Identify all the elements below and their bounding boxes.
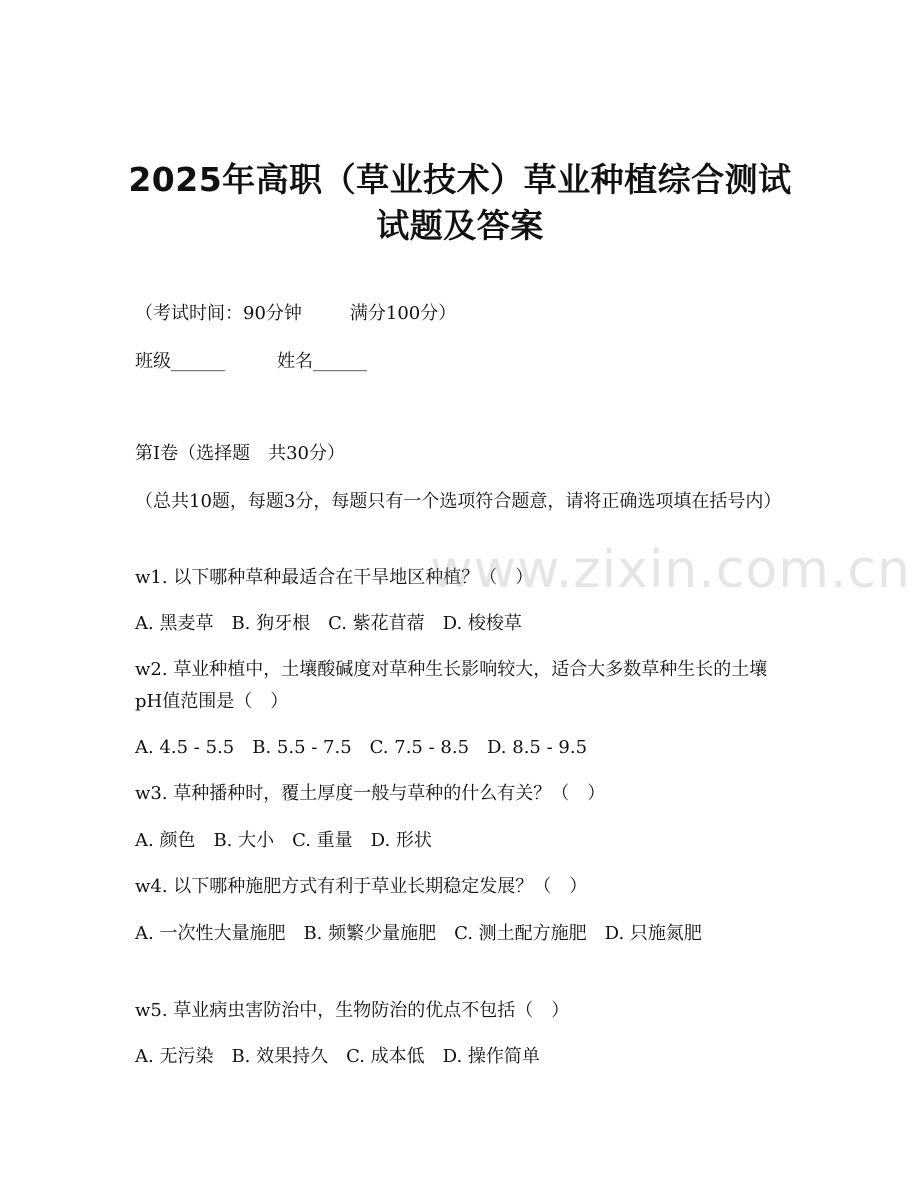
exam-info — [135, 298, 790, 330]
question-2-options: A. 4.5 - 5.5 B. 5.5 - 7.5 C. 7.5 - 8.5 D. 8.5 - 9.5 — [135, 737, 588, 758]
document-title-line-1: 2025年高职（草业技术）草业种植综合测试 — [128, 160, 792, 199]
class-label: 班级______ — [135, 351, 225, 372]
student-info — [135, 346, 790, 378]
exam-time: （考试时间：90分钟 — [135, 303, 302, 324]
question-3-stem: w3. 草种播种时，覆土厚度一般与草种的什么有关？（ ） — [135, 783, 606, 804]
question-5-options: A. 无污染 B. 效果持久 C. 成本低 D. 操作简单 — [135, 1046, 540, 1067]
name-label: 姓名______ — [277, 351, 367, 372]
question-1-stem: w1. 以下哪种草种最适合在干旱地区种植？（ ） — [135, 567, 534, 588]
question-4-options: A. 一次性大量施肥 B. 频繁少量施肥 C. 测土配方施肥 D. 只施氮肥 — [135, 923, 702, 944]
question-4-stem: w4. 以下哪种施肥方式有利于草业长期稳定发展？（ ） — [135, 876, 588, 897]
question-5-stem: w5. 草业病虫害防治中，生物防治的优点不包括（ ） — [135, 1000, 570, 1021]
question-2-stem: w2. 草业种植中，土壤酸碱度对草种生长影响较大，适合大多数草种生长的土壤pH值范围是（ ） — [135, 659, 768, 712]
question-1-options: A. 黑麦草 B. 狗牙根 C. 紫花苜蓿 D. 梭梭草 — [135, 613, 522, 634]
section-title: 第Ⅰ卷（选择题 共30分） — [135, 443, 346, 464]
document-title-line-2: 试题及答案 — [376, 206, 544, 245]
instructions: （总共10题，每题3分，每题只有一个选项符合题意，请将正确选项填在括号内） — [135, 491, 782, 512]
watermark: www.zixin.com.cn — [430, 540, 911, 600]
question-3-options: A. 颜色 B. 大小 C. 重量 D. 形状 — [135, 830, 432, 851]
full-score: 满分100分） — [349, 303, 457, 324]
